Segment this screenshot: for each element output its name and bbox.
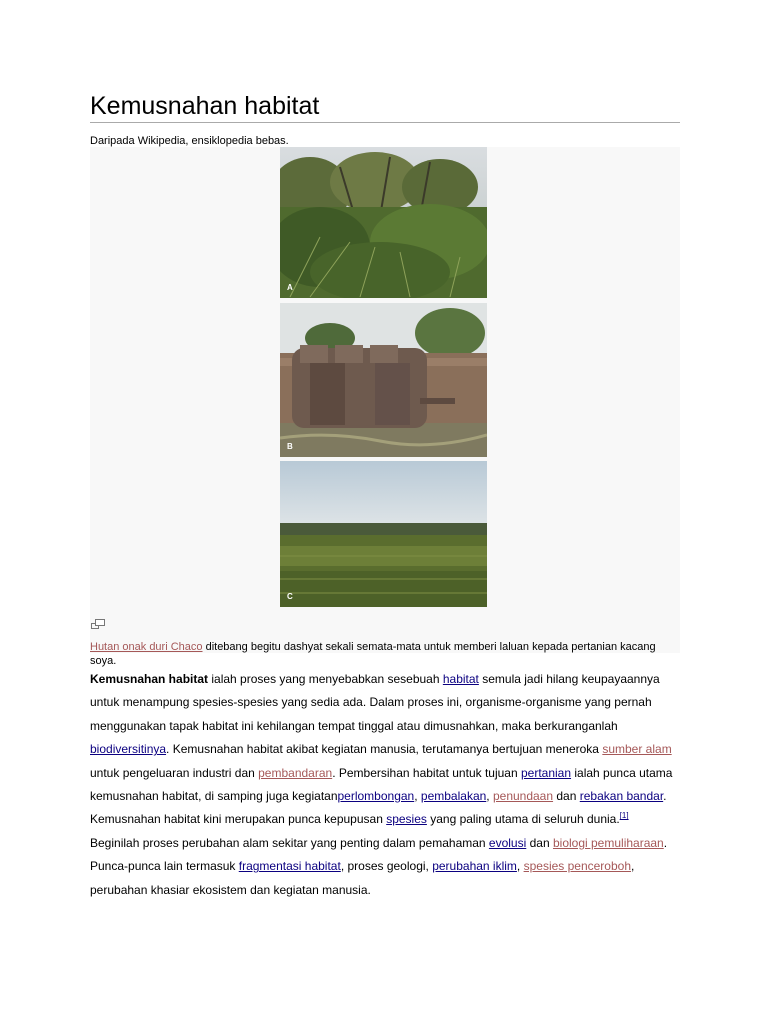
photo-soy-field[interactable] xyxy=(280,461,487,607)
link-biodiversiti[interactable]: biodiversitinya xyxy=(90,742,167,757)
figure-caption xyxy=(90,640,680,668)
link-penundaan[interactable]: penundaan xyxy=(492,789,554,804)
link-habitat[interactable]: habitat xyxy=(442,672,479,686)
text-span: , proses geologi, xyxy=(340,859,433,874)
caption-text: ditebang begitu dashyat sekali semata-mata untuk memberi laluan kepada pertanian kacang soya. xyxy=(90,641,656,667)
text-span: . Punca-punca lain termasuk xyxy=(90,835,668,874)
text-span: semula jadi hilang keupayaannya untuk menampung spesies-spesies yang sedia ada. Dalam proses ini, organisme-organisme yang pernah menggunakan tapak habitat ini kehilangan tempat tinggal atau dimusnahkan, maka berkuranganlah xyxy=(90,672,660,733)
link-biologi-pemuliharaan[interactable]: biologi pemuliharaan xyxy=(552,835,664,850)
link-spesies-penceroboh[interactable]: spesies penceroboh xyxy=(523,859,632,874)
link-fragmentasi-habitat[interactable]: fragmentasi habitat xyxy=(238,859,341,874)
text-span: dan xyxy=(553,789,580,804)
text-span: ialah punca utama kemusnahan habitat, di samping juga kegiatan xyxy=(90,765,673,804)
link-spesies[interactable]: spesies xyxy=(386,812,427,827)
text-span: dan xyxy=(526,835,553,850)
link-pertanian[interactable]: pertanian xyxy=(520,765,572,780)
text-span: ialah proses yang menyebabkan sesebuah xyxy=(208,672,443,686)
link-hutan-onak-duri-chaco[interactable]: Hutan onak duri Chaco xyxy=(90,641,203,653)
reference-link[interactable]: [1] xyxy=(619,811,629,821)
page-title: Kemusnahan habitat xyxy=(90,92,680,123)
link-evolusi[interactable]: evolusi xyxy=(488,835,527,850)
enlarge-icon[interactable] xyxy=(91,619,105,629)
text-span: , xyxy=(516,859,524,874)
text-span: . Kemusnahan habitat akibat kegiatan manusia, terutamanya bertujuan meneroka xyxy=(166,742,603,757)
photo-label-c: C xyxy=(287,592,293,601)
link-rebakan-bandar[interactable]: rebakan bandar xyxy=(579,789,664,804)
link-pembandaran[interactable]: pembandaran xyxy=(258,765,333,780)
photo-thorn-forest[interactable] xyxy=(280,147,487,298)
photo-label-b: B xyxy=(287,442,293,451)
bold-term: Kemusnahan habitat xyxy=(90,672,209,686)
link-perubahan-iklim[interactable]: perubahan iklim xyxy=(432,859,517,874)
text-span: , xyxy=(486,789,493,804)
photo-land-roller[interactable] xyxy=(280,303,487,457)
text-span: . Pembersihan habitat untuk tujuan xyxy=(332,765,521,780)
link-perlombongan[interactable]: perlombongan xyxy=(337,789,415,804)
page-subtitle: Daripada Wikipedia, ensiklopedia bebas. xyxy=(90,135,289,147)
text-span: yang paling utama di seluruh dunia. xyxy=(426,812,620,827)
link-sumber-alam[interactable]: sumber alam xyxy=(602,742,672,757)
article-paragraph xyxy=(90,668,680,902)
link-pembalakan[interactable]: pembalakan xyxy=(420,789,487,804)
photo-label-a: A xyxy=(287,283,293,292)
text-span: , perubahan khasiar ekosistem dan kegiatan manusia. xyxy=(90,859,635,897)
text-span: untuk pengeluaran industri dan xyxy=(90,765,259,780)
text-span: . Kemusnahan habitat kini merupakan punca kepupusan xyxy=(90,789,667,827)
text-span: , xyxy=(414,789,421,804)
text-span: Beginilah proses perubahan alam sekitar yang penting dalam pemahaman xyxy=(90,835,489,850)
figure-box xyxy=(90,147,680,667)
